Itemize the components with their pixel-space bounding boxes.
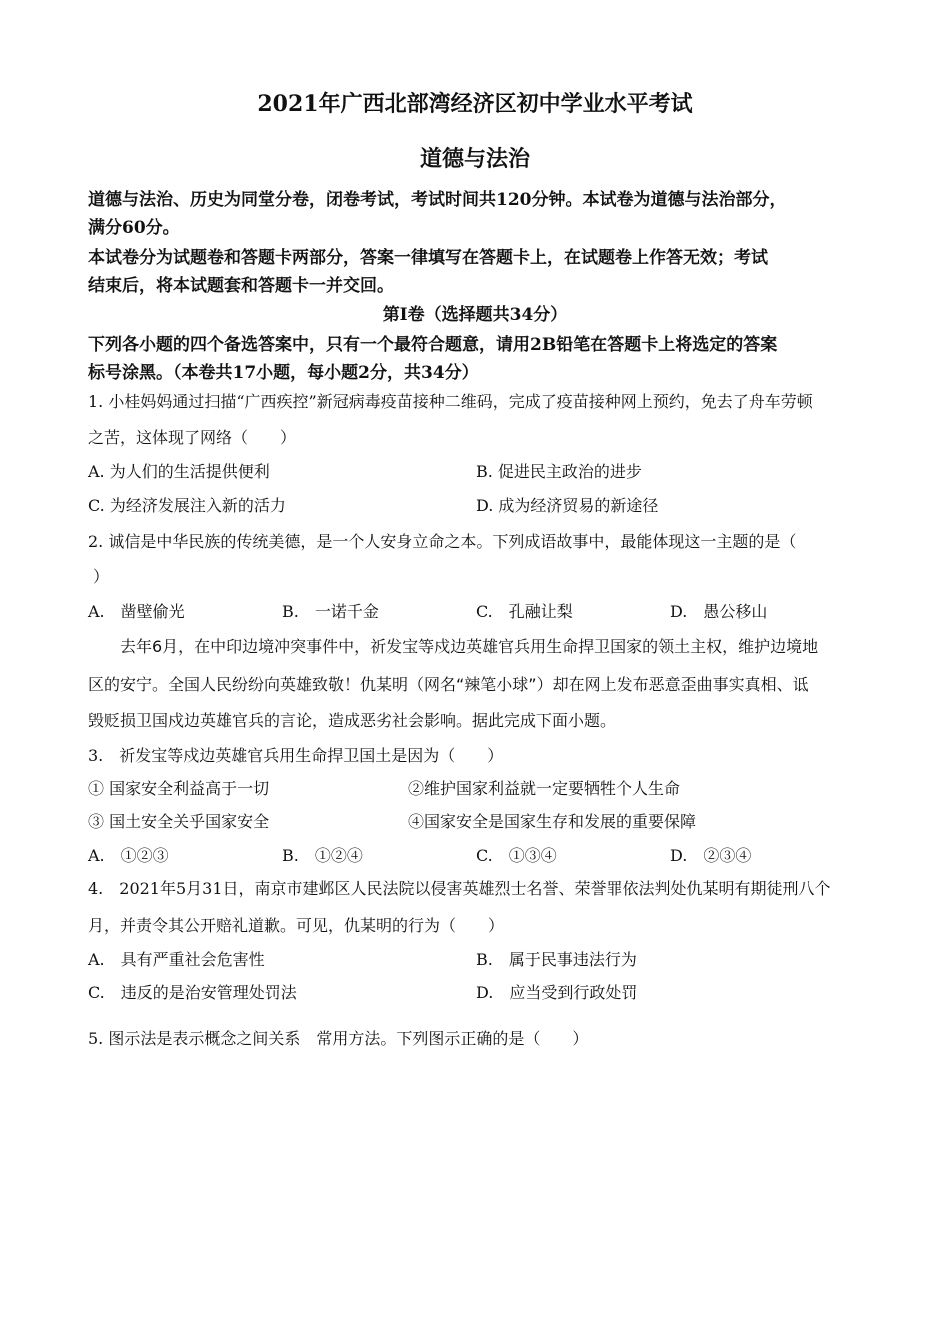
q3-option-c: C. ①③④ — [476, 846, 557, 865]
q3-statement-4: ④国家安全是国家生存和发展的重要保障 — [408, 812, 697, 831]
q4-stem-line: 4. 2021年5月31日，南京市建邺区人民法院以侵害英雄烈士名誉、荣誉罪依法判处仇某明有期徒刑八个 — [88, 879, 831, 898]
exam-note-line: 本试卷分为试题卷和答题卡两部分，答案一律填写在答题卡上，在试题卷上作答无效；考试 — [88, 248, 768, 268]
material-line: 区的安宁。全国人民纷纷向英雄致敬！仇某明（网名“辣笔小球”）却在网上发布恶意歪曲事实真相、诋 — [88, 675, 809, 694]
q3-option-b: B. ①②④ — [282, 846, 363, 865]
q4-option-a: A. 具有严重社会危害性 — [88, 950, 265, 969]
q3-statement-3: ③ 国土安全关乎国家安全 — [88, 812, 270, 831]
q2-stem-line: ） — [93, 567, 110, 586]
section-instruction-line: 标号涂黑。（本卷共17小题，每小题2分，共34分） — [88, 363, 479, 383]
q4-stem-line: 月，并责令其公开赔礼道歉。可见，仇某明的行为（ ） — [88, 916, 505, 935]
q2-option-b: B. 一诺千金 — [282, 602, 379, 621]
q3-option-a: A. ①②③ — [88, 846, 169, 865]
q2-option-d: D. 愚公移山 — [670, 602, 768, 621]
q3-option-d: D. ②③④ — [670, 846, 752, 865]
q2-stem-line: 2. 诚信是中华民族的传统美德，是一个人安身立命之本。下列成语故事中，最能体现这一主题的是（ — [88, 532, 797, 551]
section-title: 第Ⅰ卷（选择题共34分） — [382, 305, 568, 325]
q3-stem: 3. 祈发宝等戍边英雄官兵用生命捍卫国土是因为（ ） — [88, 746, 504, 765]
exam-title: 2021年广西北部湾经济区初中学业水平考试 — [257, 91, 693, 117]
exam-note-line: 结束后，将本试题套和答题卡一并交回。 — [88, 276, 394, 296]
material-line: 毁贬损卫国戍边英雄官兵的言论，造成恶劣社会影响。据此完成下面小题。 — [88, 711, 617, 730]
q1-option-a: A. 为人们的生活提供便利 — [88, 462, 270, 481]
q4-option-b: B. 属于民事违法行为 — [476, 950, 637, 969]
q2-option-c: C. 孔融让梨 — [476, 602, 573, 621]
q4-option-c: C. 违反的是治安管理处罚法 — [88, 983, 297, 1002]
q1-stem-line: 之苦，这体现了网络（ ） — [88, 428, 297, 447]
q4-option-d: D. 应当受到行政处罚 — [476, 983, 638, 1002]
q1-stem-line: 1. 小桂妈妈通过扫描“广西疾控”新冠病毒疫苗接种二维码，完成了疫苗接种网上预约，免去了舟车劳顿 — [88, 392, 813, 411]
exam-subject: 道德与法治 — [419, 146, 530, 172]
q1-option-c: C. 为经济发展注入新的活力 — [88, 496, 286, 515]
q1-option-b: B. 促进民主政治的进步 — [476, 462, 642, 481]
q2-option-a: A. 凿壁偷光 — [88, 602, 185, 621]
q5-stem: 5. 图示法是表示概念之间关系 常用方法。下列图示正确的是（ ） — [88, 1029, 589, 1048]
material-line: 去年6月，在中印边境冲突事件中，祈发宝等戍边英雄官兵用生命捍卫国家的领土主权，维护边境地 — [120, 637, 819, 656]
section-instruction-line: 下列各小题的四个备选答案中，只有一个最符合题意，请用2B铅笔在答题卡上将选定的答案 — [88, 335, 778, 355]
q3-statement-1: ① 国家安全利益高于一切 — [88, 779, 270, 798]
exam-note-line: 道德与法治、历史为同堂分卷，闭卷考试，考试时间共120分钟。本试卷为道德与法治部分， — [88, 190, 787, 210]
q1-option-d: D. 成为经济贸易的新途径 — [476, 496, 659, 515]
q3-statement-2: ②维护国家利益就一定要牺牲个人生命 — [408, 779, 681, 798]
exam-note-line: 满分60分。 — [88, 218, 180, 238]
